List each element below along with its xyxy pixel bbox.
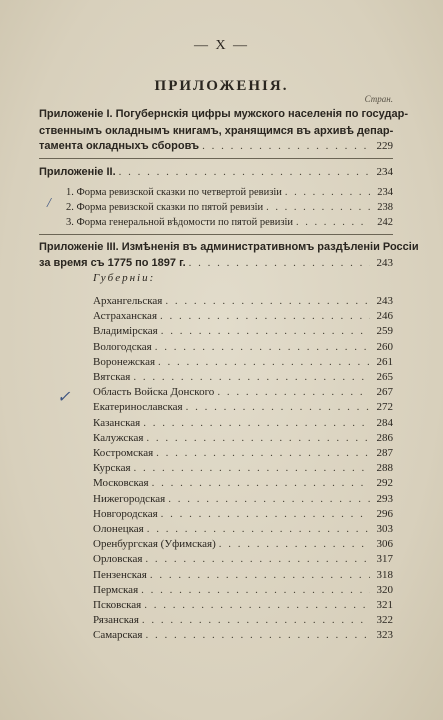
gubernia-page: 317: [376, 553, 393, 566]
divider: [39, 158, 393, 159]
gubernia-name: Екатеринославская: [93, 401, 183, 414]
gubernia-name: Область Войска Донского: [93, 386, 215, 399]
appendix-1: [39, 106, 409, 140]
gubernia-row: [93, 371, 393, 383]
leader-dots: [217, 386, 370, 398]
gubernia-name: Пензенская: [93, 568, 147, 581]
leader-dots: [189, 257, 370, 269]
leader-dots: [155, 341, 370, 353]
gubernia-name: Самарская: [93, 629, 143, 642]
gubernia-page: 265: [376, 371, 393, 383]
leader-dots: [202, 140, 370, 152]
gubernia-page: 286: [376, 431, 393, 444]
appendix-3-line: за время съ 1775 по 1897 г.: [39, 257, 186, 269]
gubernia-page: 246: [376, 310, 393, 323]
gubernia-row: [93, 629, 393, 641]
gubernia-name: Воронежская: [93, 355, 156, 368]
gubernia-name: Новгородская: [93, 507, 158, 520]
gubernia-name: Пермская: [93, 583, 139, 596]
gubernia-row: [93, 447, 393, 459]
leader-dots: [165, 295, 370, 307]
appendix-1-line: Приложеніе I. Погубернскія цифры мужского населенія по государ-: [39, 108, 409, 120]
leader-dots: [186, 401, 370, 413]
appendix-3-page: 243: [376, 257, 393, 269]
appendix-2-label: Приложеніе II.: [39, 166, 116, 178]
gubernia-page: 318: [376, 568, 393, 581]
leader-dots: [146, 629, 371, 641]
leader-dots: [142, 614, 370, 626]
gubernia-name: Костромская: [93, 447, 154, 459]
gubernia-name: Астраханская: [93, 310, 158, 323]
leader-dots: [152, 477, 370, 489]
appendix-1-line: ственнымъ окладнымъ книгамъ, хранящимся въ архивѣ депар-: [39, 125, 394, 137]
leader-dots: [119, 166, 370, 178]
appendix-2-item-text: 3. Форма генеральной вѣдомости по пятой ревизіи: [66, 217, 294, 228]
gubernia-name: Московская: [93, 477, 149, 490]
gubernia-page: 288: [376, 462, 393, 475]
gubernia-row: [93, 553, 393, 565]
page-number: — X —: [193, 38, 250, 53]
appendix-2-item-text: 2. Форма ревизской сказки по пятой ревизіи: [66, 202, 264, 213]
check-mark: ✓: [57, 389, 71, 406]
appendix-2-item: [66, 202, 393, 213]
gubernia-row: [93, 341, 393, 353]
gubernia-name: Орловская: [93, 553, 143, 566]
gubernia-page: 259: [376, 325, 393, 338]
leader-dots: [161, 508, 370, 520]
gubernia-page: 303: [376, 523, 393, 535]
gubernia-row: [93, 599, 393, 611]
appendix-2-item-page: 242: [377, 217, 393, 228]
gubernia-name: Оренбургская (Уфимская): [93, 538, 216, 551]
appendix-2-item-text: 1. Форма ревизской сказки по четвертой ревизіи: [66, 187, 282, 198]
appendix-3-line: Приложеніе III. Измѣненія въ административномъ раздѣленіи Россіи: [39, 241, 419, 253]
gubernia-page: 293: [376, 492, 393, 505]
gubernia-name: Псковская: [93, 599, 142, 611]
pencil-mark: /: [47, 196, 51, 211]
leader-dots: [158, 356, 370, 368]
gubernia-name: Казанская: [93, 416, 141, 429]
gubernia-page: 260: [376, 340, 393, 353]
appendix-1-last-row: [39, 140, 393, 152]
gubernia-row: [93, 432, 393, 444]
gubernia-name: Рязанская: [93, 614, 139, 627]
leader-dots: [147, 523, 370, 535]
gubernia-name: Архангельская: [93, 295, 163, 307]
appendix-3-row: [39, 241, 419, 253]
leader-dots: [143, 417, 370, 429]
gubernia-name: Вологодская: [93, 340, 152, 353]
gubernia-page: 296: [376, 507, 393, 520]
gubernia-name: Нижегородская: [93, 492, 166, 505]
appendix-2-item-page: 234: [377, 187, 393, 198]
gubernia-page: 287: [376, 447, 393, 459]
appendix-2-item: [66, 217, 393, 228]
gubernia-page: 323: [376, 629, 393, 642]
gubernia-name: Владимірская: [93, 325, 158, 338]
leader-dots: [219, 538, 370, 550]
gubernia-row: [93, 462, 393, 474]
gubernia-page: 320: [376, 583, 393, 596]
page-title: ПРИЛОЖЕНІЯ.: [154, 78, 289, 94]
appendix-2-row: [39, 166, 393, 178]
leader-dots: [296, 217, 370, 228]
gubernia-row: [93, 401, 393, 413]
gubernia-page: 267: [376, 386, 393, 399]
gubernia-page: 272: [376, 401, 393, 414]
leader-dots: [168, 493, 370, 505]
gubernia-row: [93, 477, 393, 489]
appendix-2-page: 234: [376, 166, 393, 178]
leader-dots: [160, 310, 370, 322]
page-column-label: Стран.: [364, 94, 393, 104]
leader-dots: [141, 584, 370, 596]
leader-dots: [150, 569, 370, 581]
gubernia-row: [93, 325, 393, 337]
leader-dots: [146, 432, 370, 444]
gubernia-page: 322: [376, 614, 393, 627]
gubernia-page: 292: [376, 477, 393, 490]
gubernia-page: 306: [376, 538, 393, 551]
gubernia-row: [93, 356, 393, 368]
gubernia-row: [93, 523, 393, 535]
divider: [39, 234, 393, 235]
leader-dots: [133, 371, 370, 383]
gubernia-name: Курская: [93, 462, 131, 475]
gubernia-row: [93, 584, 393, 596]
leader-dots: [134, 462, 370, 474]
gubernia-page: 321: [376, 599, 393, 611]
gubernia-row: [93, 508, 393, 520]
gubernia-page: 261: [376, 355, 393, 368]
leader-dots: [144, 599, 370, 611]
gubernia-row: [93, 295, 393, 307]
leader-dots: [161, 325, 370, 337]
gubernia-row: [93, 538, 393, 550]
leader-dots: [285, 187, 370, 198]
gubernia-name: Вятская: [93, 371, 131, 383]
leader-dots: [156, 447, 370, 459]
appendix-2-item-page: 238: [377, 202, 393, 213]
gubernia-row: [93, 493, 393, 505]
leader-dots: [266, 202, 370, 213]
gubernia-row: [93, 614, 393, 626]
gubernia-row: [93, 417, 393, 429]
gubernia-row: [93, 569, 393, 581]
appendix-2-item: [66, 187, 393, 198]
appendix-1-line: тамента окладныхъ сборовъ: [39, 140, 200, 152]
gubernii-heading: Губерніи:: [93, 272, 156, 284]
appendix-3-row: [39, 257, 393, 269]
gubernia-name: Калужская: [93, 431, 144, 444]
gubernia-row: [93, 386, 393, 398]
gubernia-row: [93, 310, 393, 322]
gubernia-name: Олонецкая: [93, 523, 144, 535]
leader-dots: [145, 553, 370, 565]
gubernia-page: 243: [376, 295, 393, 307]
gubernia-page: 284: [376, 416, 393, 429]
appendix-1-page: 229: [376, 140, 393, 152]
